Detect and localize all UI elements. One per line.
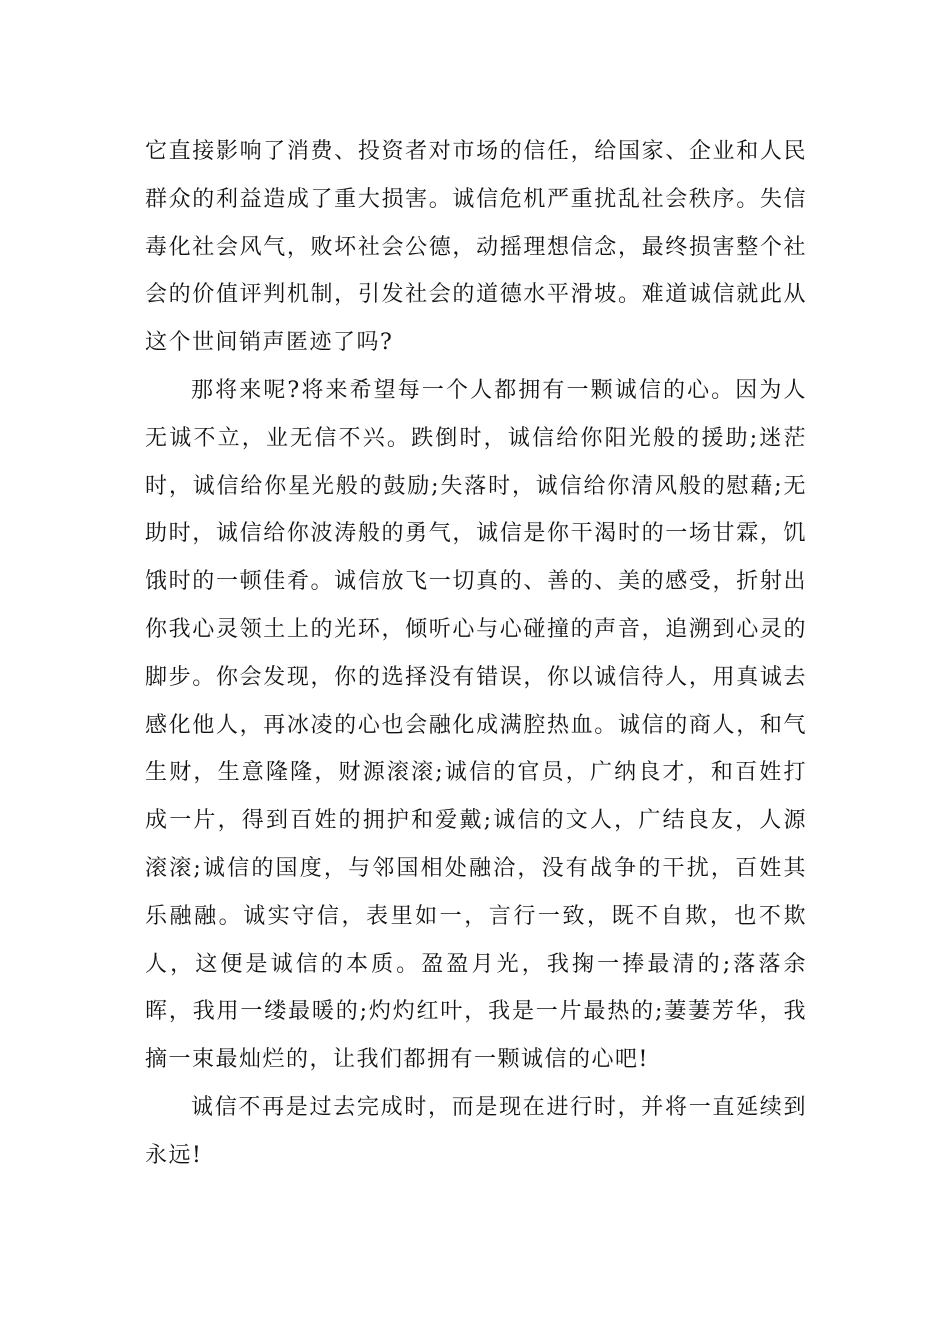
paragraph-1: 它直接影响了消费、投资者对市场的信任，给国家、企业和人民群众的利益造成了重大损害。诚信危机严重扰乱社会秩序。失信毒化社会风气，败坏社会公德，动摇理想信念，最终损害整个社会的价值评判机制，引发社会的道德水平滑坡。难道诚信就此从这个世间销声匿迹了吗? (145, 139, 807, 356)
document-body (145, 128, 807, 1180)
paragraph-3: 诚信不再是过去完成时，而是现在进行时，并将一直延续到永远! (145, 1094, 807, 1168)
paragraph-2: 那将来呢?将来希望每一个人都拥有一颗诚信的心。因为人无诚不立，业无信不兴。跌倒时，诚信给你阳光般的援助;迷茫时，诚信给你星光般的鼓励;失落时，诚信给你清风般的慰藉;无助时，诚信给你波涛般的勇气，诚信是你干渴时的一场甘霖，饥饿时的一顿佳肴。诚信放飞一切真的、善的、美的感受，折射出你我心灵领土上的光环，倾听心与心碰撞的声音，追溯到心灵的脚步。你会发现，你的选择没有错误，你以诚信待人，用真诚去感化他人，再冰凌的心也会融化成满腔热血。诚信的商人，和气生财，生意隆隆，财源滚滚;诚信的官员，广纳良才，和百姓打成一片，得到百姓的拥护和爱戴;诚信的文人，广结良友，人源滚滚;诚信的国度，与邻国相处融洽，没有战争的干扰，百姓其乐融融。诚实守信，表里如一，言行一致，既不自欺，也不欺人，这便是诚信的本质。盈盈月光，我掬一捧最清的;落落余晖，我用一缕最暖的;灼灼红叶，我是一片最热的;萋萋芳华，我摘一束最灿烂的，让我们都拥有一颗诚信的心吧! (145, 377, 807, 1073)
